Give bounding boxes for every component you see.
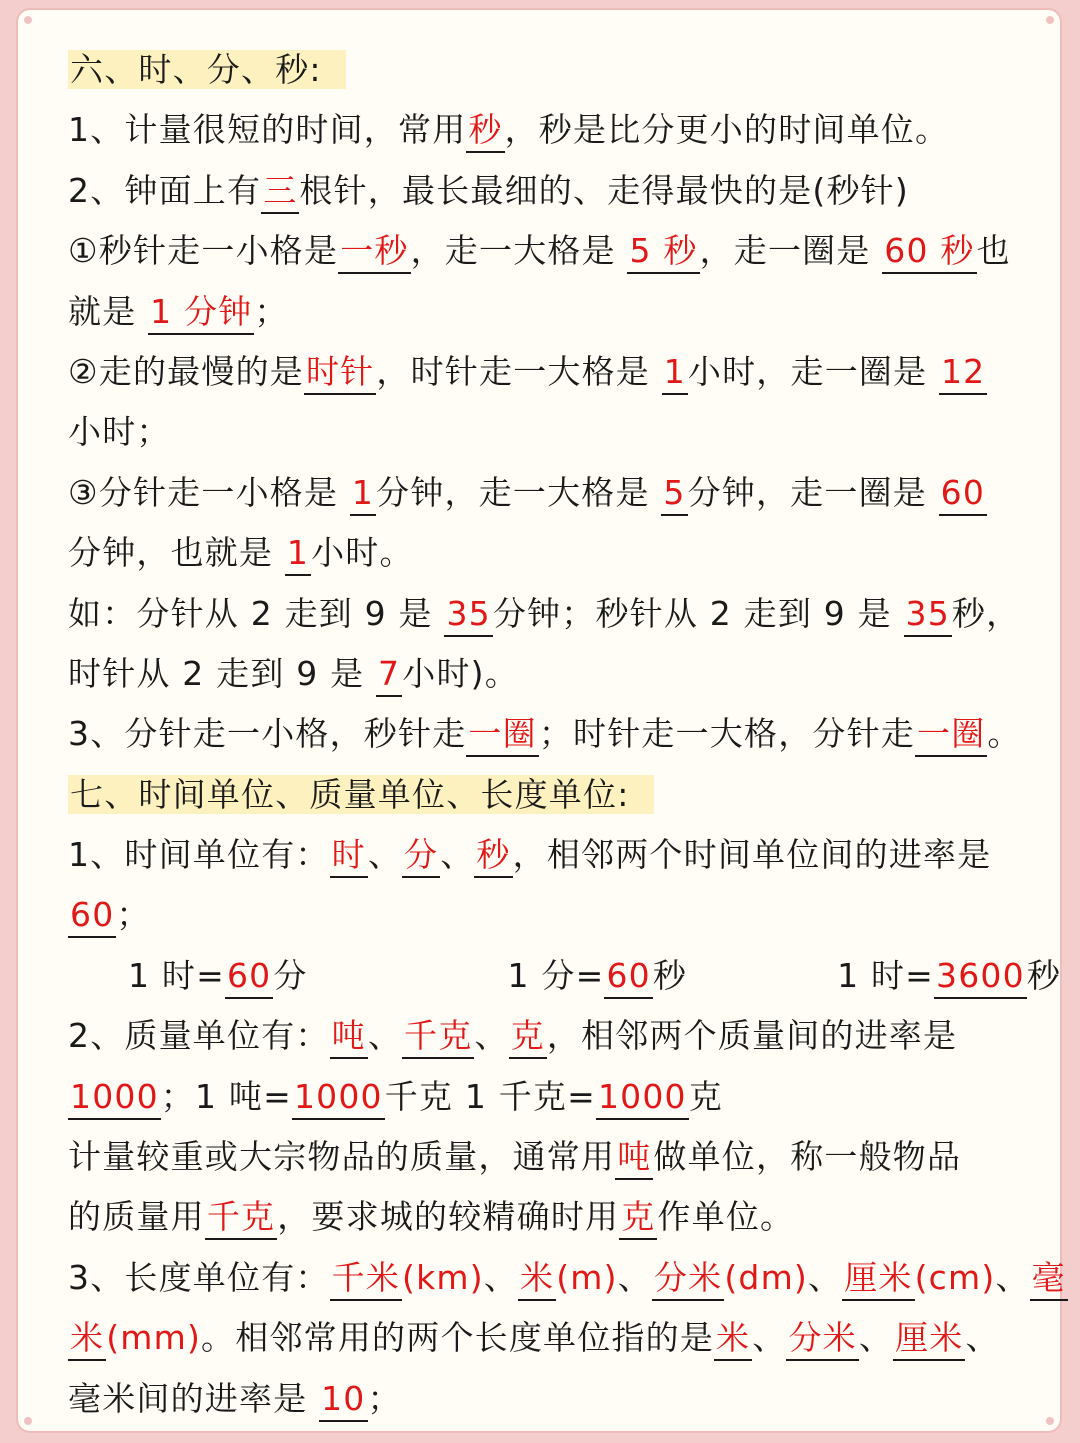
text: ；时针走一大格，分针走	[538, 714, 916, 754]
text: ，走一圈是	[699, 231, 883, 271]
answer: 5	[661, 473, 687, 516]
text: 、	[440, 835, 475, 875]
answer: 一圈	[466, 714, 538, 757]
text: ；1 吨=	[160, 1076, 292, 1116]
unit-abbr: (dm)	[724, 1257, 808, 1297]
answer: 3600	[934, 956, 1027, 999]
text: 小时，走一圈是	[687, 351, 939, 391]
text: 做单位，称一般物品	[653, 1137, 962, 1177]
answer: 35	[444, 594, 492, 637]
text: ，相邻两个质量间的进率是	[546, 1016, 958, 1056]
text: 分钟，也就是	[68, 533, 285, 573]
unit-abbr: (cm)	[914, 1257, 996, 1297]
text: 克	[688, 1076, 723, 1116]
answer: 厘米	[893, 1318, 965, 1361]
answer: 1	[350, 473, 376, 516]
text-line	[68, 885, 1028, 945]
text: 分钟；秒针从 2 走到 9 是	[492, 593, 904, 633]
text-line	[68, 282, 1028, 342]
answer: 1	[662, 352, 688, 395]
text: 分	[273, 955, 308, 995]
document-content	[68, 40, 1066, 1429]
text: 2、质量单位有：	[68, 1016, 330, 1056]
text: 也	[976, 231, 1011, 271]
answer: 1000	[596, 1077, 689, 1120]
answer: 5 秒	[627, 231, 699, 274]
answer: 毫	[1030, 1258, 1068, 1301]
text: 3、分针走一小格，秒针走	[68, 714, 467, 754]
answer: 60	[225, 956, 273, 999]
answer: 千克	[205, 1197, 277, 1240]
text: ，秒是比分更小的时间单位。	[504, 110, 950, 150]
text-line	[68, 1308, 1028, 1368]
text: 、	[995, 1257, 1030, 1297]
text: 时针从 2 走到 9 是	[68, 653, 377, 693]
text: ；	[254, 291, 289, 331]
text: 就是	[68, 291, 149, 331]
corner-dot	[1046, 1417, 1054, 1425]
text: 千克 1 千克=	[384, 1076, 596, 1116]
text-line	[68, 463, 1028, 523]
text: ②走的最慢的是	[68, 351, 304, 391]
text: 的质量用	[68, 1197, 205, 1237]
text: 1、计量很短的时间，常用	[68, 110, 467, 150]
text-line	[68, 644, 1028, 704]
text: 、	[483, 1257, 519, 1297]
corner-dot	[1046, 16, 1054, 24]
text: 秒	[1026, 955, 1062, 995]
section-heading	[68, 40, 1028, 100]
text-line	[68, 342, 1028, 402]
text-line	[68, 1006, 1028, 1066]
text-line	[68, 1067, 1028, 1127]
text: 、	[752, 1318, 787, 1358]
text: ；	[116, 895, 151, 935]
text: 小时。	[311, 533, 414, 573]
answer: 时	[330, 835, 368, 878]
answer: 吨	[330, 1016, 368, 1059]
answer: 千克	[402, 1016, 474, 1059]
text: 。	[987, 714, 1022, 754]
answer: 三	[261, 171, 299, 214]
answer: 克	[509, 1016, 547, 1059]
answer: 米	[68, 1318, 106, 1361]
unit-abbr: (km)	[402, 1257, 484, 1297]
text: 计量较重或大宗物品的质量，通常用	[68, 1137, 616, 1177]
answer: 1 分钟	[148, 292, 254, 335]
corner-dot	[24, 1417, 32, 1425]
answer: 厘米	[842, 1258, 914, 1301]
answer: 60	[68, 895, 116, 938]
answer: 千米	[330, 1258, 402, 1301]
text: ，时针走一大格是	[376, 351, 662, 391]
unit-abbr: (m)	[556, 1257, 618, 1297]
text: ，相邻两个时间单位间的进率是	[512, 835, 992, 875]
text: 毫米间的进率是	[68, 1378, 320, 1418]
answer: 吨	[615, 1137, 653, 1180]
text: 1、时间单位有：	[68, 835, 330, 875]
corner-dot	[24, 16, 32, 24]
answer: 12	[939, 352, 987, 395]
text: ①秒针走一小格是	[68, 231, 339, 271]
text-line	[68, 100, 1028, 160]
text: 、	[858, 1318, 894, 1358]
answer: 一秒	[338, 231, 410, 274]
text: ，走一大格是	[410, 231, 628, 271]
text-line	[68, 402, 1028, 462]
answer: 米	[714, 1318, 752, 1361]
text-line	[68, 584, 1028, 644]
text: 2、钟面上有	[68, 170, 262, 210]
text-line	[68, 221, 1028, 281]
text: 小时)。	[402, 653, 519, 693]
answer: 米	[518, 1258, 556, 1301]
section-heading-text: 七、时间单位、质量单位、长度单位:	[68, 775, 654, 814]
text: 根针，最长最细的、走得最快的是(秒针)	[299, 170, 909, 210]
text: 小时；	[68, 412, 171, 452]
text: 3、长度单位有：	[68, 1257, 330, 1297]
answer: 1	[285, 533, 311, 576]
text: 分钟，走一大格是	[376, 472, 662, 512]
text: ，要求城的较精确时用	[277, 1197, 620, 1237]
answer: 35	[904, 594, 952, 637]
text-line	[68, 1187, 1028, 1247]
unit-abbr: (mm)	[106, 1318, 202, 1358]
answer: 一圈	[915, 714, 987, 757]
text-line	[68, 825, 1028, 885]
answer: 秒	[466, 110, 504, 153]
answer: 7	[376, 654, 402, 697]
answer: 时针	[304, 352, 376, 395]
text-line	[68, 1248, 1066, 1308]
text: 1 时=	[837, 955, 935, 995]
text-line	[68, 161, 1028, 221]
answer: 60	[939, 473, 987, 516]
text: 、	[965, 1318, 1000, 1358]
text: 分钟，走一圈是	[687, 472, 939, 512]
text-line	[68, 704, 1028, 764]
answer: 克	[619, 1197, 657, 1240]
answer: 60 秒	[882, 231, 976, 274]
answer: 1000	[292, 1077, 385, 1120]
section-heading	[68, 765, 1028, 825]
answer: 10	[319, 1379, 367, 1422]
text: 秒，	[951, 593, 1021, 633]
text: ；	[367, 1378, 402, 1418]
text: 、	[367, 1016, 403, 1056]
text: 1 分=	[507, 955, 605, 995]
text-line	[68, 1369, 1028, 1429]
answer: 分米	[652, 1258, 724, 1301]
text: 、	[367, 835, 403, 875]
text: 秒	[652, 955, 688, 995]
answer: 1000	[68, 1077, 161, 1120]
text: 、	[808, 1257, 843, 1297]
section-heading-text: 六、时、分、秒:	[68, 50, 346, 89]
text-line	[68, 946, 1062, 1006]
text: 。相邻常用的两个长度单位指的是	[201, 1318, 715, 1358]
text: 1 时=	[128, 955, 225, 995]
document-page	[16, 8, 1066, 1433]
text-line	[68, 523, 1028, 583]
text: 、	[617, 1257, 652, 1297]
answer: 分	[402, 835, 440, 878]
answer: 秒	[474, 835, 512, 878]
text: 作单位。	[657, 1197, 795, 1237]
text-line	[68, 1127, 1028, 1187]
answer: 分米	[786, 1318, 858, 1361]
text: 如：分针从 2 走到 9 是	[68, 593, 445, 633]
text: 、	[474, 1016, 509, 1056]
answer: 60	[604, 956, 652, 999]
text: ③分针走一小格是	[68, 472, 350, 512]
